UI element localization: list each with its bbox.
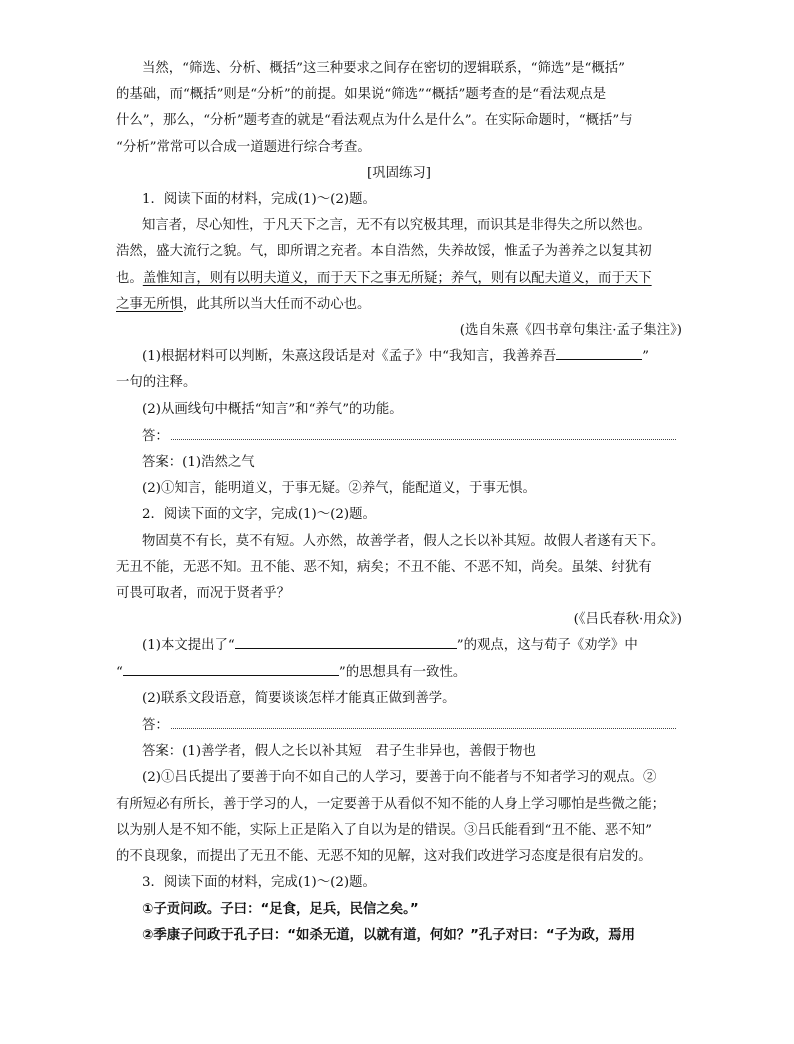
intro-line-4: “分析”常常可以合成一道题进行综合考查。 <box>116 139 371 155</box>
q1-answer-field[interactable] <box>171 423 676 440</box>
q1-underlined-sentence-part-1: 盖惟知言，则有以明夫道义，而于天下之事无所疑；养气，则有以配夫道义，而于天下 <box>142 270 652 286</box>
q1-answer-2: (2)①知言，能明道义，于事无疑。②养气，能配道义，于事无惧。 <box>142 481 536 497</box>
q1-stem: 1．阅读下面的材料，完成(1)～(2)题。 <box>142 192 376 208</box>
q1-sub1-line <box>116 344 682 370</box>
intro-line-1: 当然，“筛选、分析、概括”这三种要求之间存在密切的逻辑联系，“筛选”是“概括” <box>142 61 625 76</box>
q1-answer-1: 答案：(1)浩然之气 <box>142 455 255 471</box>
intro-line-3: 什么”，那么，“分析”题考查的就是“看法观点为什么是什么”。在实际命题时，“概括”与 <box>116 113 633 129</box>
q2-answer-label: 答： <box>142 718 169 734</box>
q1-answer-label: 答： <box>142 428 169 444</box>
q1-passage-line-3 <box>116 266 682 292</box>
q2-sub1-text-2: ”的观点，这与荀子《劝学》中 <box>456 638 638 654</box>
q1-sub2: (2)从画线句中概括“知言”和“养气”的功能。 <box>142 401 403 417</box>
q2-sub1-line <box>116 633 682 659</box>
q1-passage-line-1: 知言者，尽心知性，于凡天下之言，无不有以究极其理，而识其是非得失之所以然也。 <box>142 218 651 234</box>
q2-sub2: (2)联系文段语意，简要谈谈怎样才能真正做到善学。 <box>142 690 456 706</box>
q3-passage-line-2: ②季康子问政于孔子曰：“如杀无道，以就有道，何如？”孔子对曰：“子为政，焉用 <box>142 927 636 943</box>
q2-passage-line-3: 可畏可取者，而况于贤者乎？ <box>116 586 291 602</box>
document-page <box>116 56 682 949</box>
q2-answer-2-line-3: 以为别人是不知不能，实际上正是陷入了自以为是的错误。③吕氏能看到“丑不能、恶不知” <box>116 822 652 838</box>
q2-answer-line <box>116 712 682 739</box>
q1-sub1-line-2: 一句的注释。 <box>116 375 197 391</box>
q1-answer-line <box>116 423 682 450</box>
q2-answer-2-line-4: 的不良现象，而提出了无丑不能、无恶不知的见解，这对我们改进学习态度是很有启发的。 <box>116 849 652 865</box>
q1-passage-text: 也。 <box>116 270 143 286</box>
q2-sub1-text: (1)本文提出了“ <box>142 638 235 654</box>
q1-source: (选自朱熹《四书章句集注·孟子集注》) <box>459 323 682 339</box>
q1-passage-line-4 <box>116 292 682 318</box>
q2-answer-2-line-2: 有所短必有所长，善于学习的人，一定要善于从看似不知不能的人身上学习哪怕是些微之能； <box>116 796 666 812</box>
q1-sub1-close-quote: ” <box>642 349 649 365</box>
q2-answer-field[interactable] <box>171 712 676 729</box>
q2-sub1-open-quote: “ <box>116 664 123 680</box>
q2-sub1-blank-2[interactable] <box>123 660 339 676</box>
intro-line-2: 的基础，而“概括”则是“分析”的前提。如果说“筛选”“概括”题考查的是“看法观点是 <box>116 87 607 103</box>
q1-passage-text-end: ，此其所以当大任而不动心也。 <box>182 296 371 312</box>
q1-underlined-sentence-part-2: 之事无所惧 <box>116 296 183 312</box>
q2-answer-1: 答案：(1)善学者，假人之长以补其短 君子生非异也，善假于物也 <box>142 744 536 760</box>
section-title: [巩固练习] <box>366 165 431 181</box>
q1-sub1-blank[interactable] <box>556 344 642 360</box>
q1-sub1-text: (1)根据材料可以判断，朱熹这段话是对《孟子》中“我知言，我善养吾 <box>142 349 557 365</box>
q2-answer-2-line-1: (2)①吕氏提出了要善于向不如自己的人学习，要善于向不能者与不知者学习的观点。② <box>142 770 657 786</box>
q3-passage-line-1: ①子贡问政。子曰：“足食，足兵，民信之矣。” <box>142 901 419 917</box>
q2-passage-line-2: 无丑不能，无恶不知。丑不能、恶不知，病矣；不丑不能、不恶不知，尚矣。虽桀、纣犹有 <box>116 559 652 575</box>
q2-sub1-blank-1[interactable] <box>235 633 457 649</box>
q2-sub1-text-3: ”的思想具有一致性。 <box>338 664 467 680</box>
q2-stem: 2．阅读下面的文字，完成(1)～(2)题。 <box>142 507 376 523</box>
q1-passage-line-2: 浩然，盛大流行之貌。气，即所谓之充者。本自浩然，失养故馁，惟孟子为善养之以复其初 <box>116 244 652 260</box>
q2-sub1-line-2 <box>116 660 682 686</box>
q2-source: (《吕氏春秋·用众》) <box>573 612 682 628</box>
q2-passage-line-1: 物固莫不有长，莫不有短。人亦然，故善学者，假人之长以补其短。故假人者遂有天下。 <box>142 533 665 549</box>
q3-stem: 3．阅读下面的材料，完成(1)～(2)题。 <box>142 875 376 891</box>
